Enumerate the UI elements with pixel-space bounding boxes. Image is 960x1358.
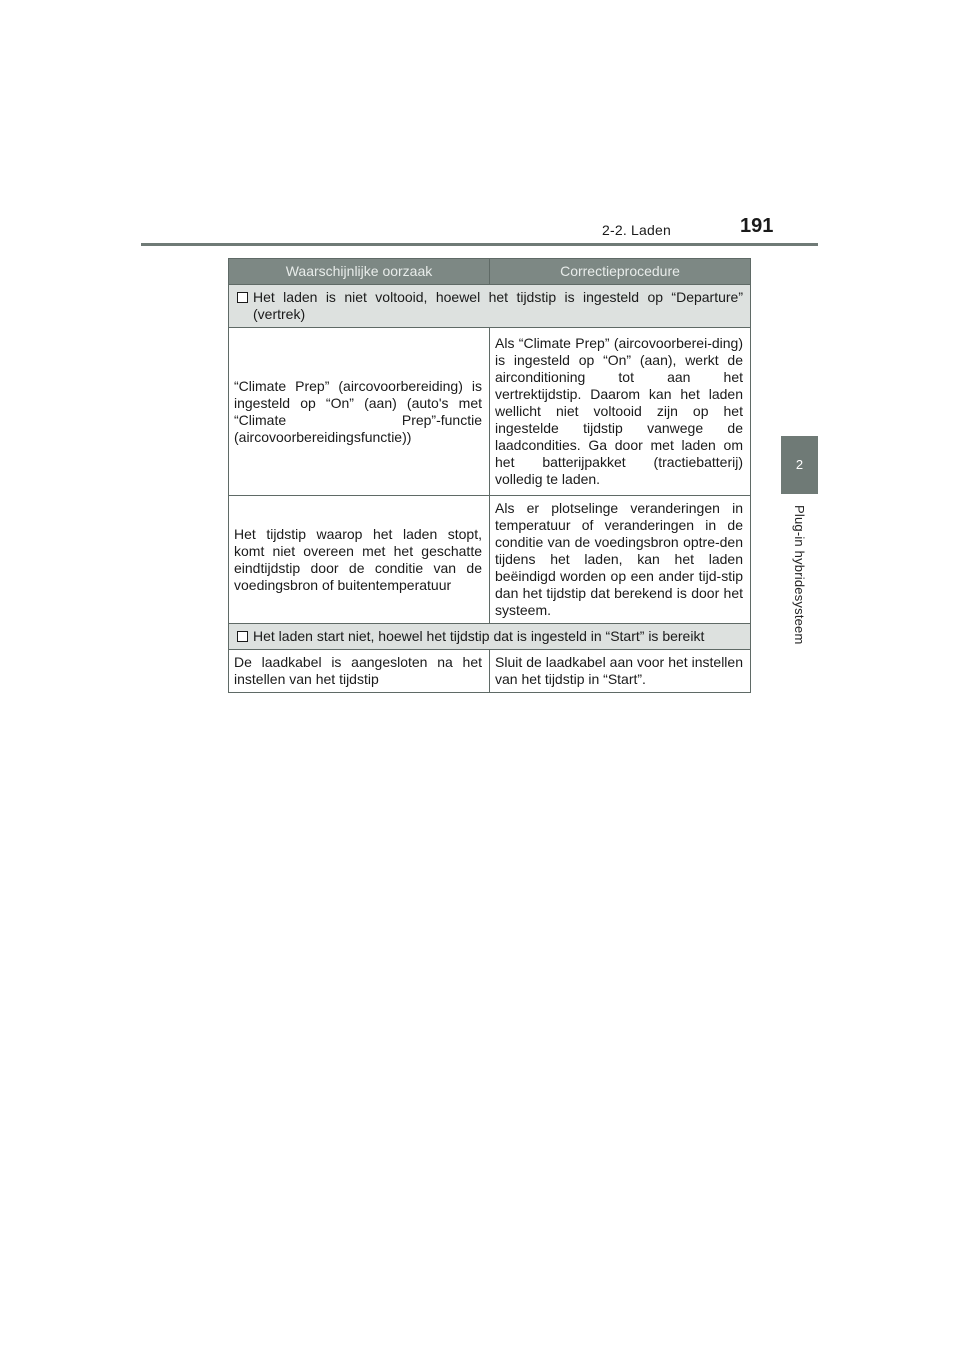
cause-cell: Het tijdstip waarop het laden stopt, komt niet overeen met het geschatte eindtijdstip door de conditie van de voedingsbron of buitentemperatuur <box>229 496 490 624</box>
section-title-text: Het laden is niet voltooid, hoewel het tijdstip is ingesteld op “Departure” (vertrek) <box>253 289 743 322</box>
cause-cell: “Climate Prep” (aircovoorbereiding) is ingesteld op “On” (aan) (auto's met “Climate Prep”-functie (aircovoorbereidingsfunctie)) <box>229 328 490 496</box>
cause-cell: De laadkabel is aangesloten na het instellen van het tijdstip <box>229 650 490 693</box>
section-cell <box>229 624 751 650</box>
checkbox-icon <box>237 631 248 642</box>
column-header-procedure: Correctieprocedure <box>490 259 751 285</box>
table-header-row <box>229 259 751 285</box>
table-row <box>229 650 751 693</box>
chapter-tab: 2 <box>781 436 818 494</box>
section-row <box>229 624 751 650</box>
section-row <box>229 285 751 328</box>
section-title: 2-2. Laden <box>602 222 671 238</box>
chapter-title: Plug-in hybridesysteem <box>792 505 807 645</box>
checkbox-icon <box>237 292 248 303</box>
procedure-cell: Als er plotselinge veranderingen in temperatuur of veranderingen in de conditie van de voedingsbron optre-den tijdens het laden, kan het laden beëindigd worden op een ander tijd-stip dan het tijdstip dat berekend is door het systeem. <box>490 496 751 624</box>
section-title-text: Het laden start niet, hoewel het tijdstip dat is ingesteld in “Start” is bereikt <box>253 628 705 644</box>
page-number: 191 <box>740 215 774 237</box>
section-cell <box>229 285 751 328</box>
procedure-cell: Als “Climate Prep” (aircovoorberei-ding) is ingesteld op “On” (aan), werkt de airconditioning tot aan het vertrektijdstip. Daarom kan het laden wellicht niet voltooid zijn op het ingestelde tijdstip vanwege de laadcondities. Ga door met laden om het batterijpakket (tractiebatterij) volledig te laden. <box>490 328 751 496</box>
troubleshooting-table <box>228 258 751 693</box>
procedure-cell: Sluit de laadkabel aan voor het instellen van het tijdstip in “Start”. <box>490 650 751 693</box>
header-divider <box>141 243 818 246</box>
table-row <box>229 328 751 496</box>
table-row <box>229 496 751 624</box>
column-header-cause: Waarschijnlijke oorzaak <box>229 259 490 285</box>
